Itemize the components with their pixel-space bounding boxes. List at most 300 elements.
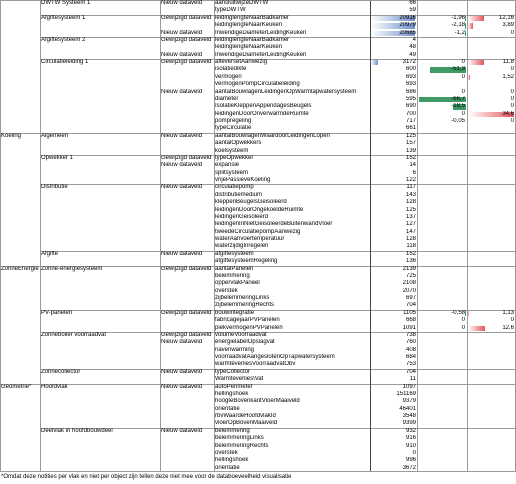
max-diff-cell[interactable] xyxy=(467,0,516,7)
change-type-cell[interactable] xyxy=(160,0,214,7)
field-name-cell[interactable] xyxy=(214,7,370,14)
group-cell[interactable] xyxy=(0,339,40,346)
group-cell[interactable] xyxy=(0,302,40,309)
max-diff-cell[interactable] xyxy=(467,89,516,96)
group-cell[interactable] xyxy=(0,450,40,457)
min-diff-cell[interactable] xyxy=(417,0,467,7)
change-type-cell[interactable] xyxy=(160,295,214,302)
group-cell[interactable] xyxy=(0,170,40,177)
component-cell[interactable] xyxy=(40,89,160,96)
max-diff-cell[interactable] xyxy=(467,118,516,125)
min-diff-cell[interactable] xyxy=(417,266,467,273)
component-cell[interactable] xyxy=(40,192,160,199)
count-cell[interactable] xyxy=(370,332,417,339)
field-name-cell[interactable] xyxy=(214,347,370,354)
min-diff-cell[interactable] xyxy=(417,30,467,37)
count-cell[interactable] xyxy=(370,118,417,125)
count-cell[interactable] xyxy=(370,192,417,199)
component-cell[interactable] xyxy=(40,251,160,258)
change-type-cell[interactable] xyxy=(160,192,214,199)
change-type-cell[interactable] xyxy=(160,155,214,162)
component-cell[interactable] xyxy=(40,184,160,191)
group-cell[interactable] xyxy=(0,420,40,427)
change-type-cell[interactable] xyxy=(160,280,214,287)
group-cell[interactable] xyxy=(0,103,40,110)
min-diff-cell[interactable] xyxy=(417,125,467,132)
component-cell[interactable] xyxy=(40,140,160,147)
count-cell[interactable] xyxy=(370,273,417,280)
field-name-cell[interactable] xyxy=(214,280,370,287)
component-cell[interactable] xyxy=(40,15,160,22)
max-diff-cell[interactable] xyxy=(467,325,516,332)
max-diff-cell[interactable] xyxy=(467,288,516,295)
min-diff-cell[interactable] xyxy=(417,7,467,14)
group-cell[interactable] xyxy=(0,332,40,339)
field-name-cell[interactable] xyxy=(214,44,370,51)
max-diff-cell[interactable] xyxy=(467,111,516,118)
change-type-cell[interactable] xyxy=(160,413,214,420)
field-name-cell[interactable] xyxy=(214,243,370,250)
field-name-cell[interactable] xyxy=(214,376,370,383)
count-cell[interactable] xyxy=(370,317,417,324)
change-type-cell[interactable] xyxy=(160,457,214,464)
component-cell[interactable] xyxy=(40,59,160,66)
field-name-cell[interactable] xyxy=(214,207,370,214)
min-diff-cell[interactable] xyxy=(417,140,467,147)
count-cell[interactable] xyxy=(370,339,417,346)
component-cell[interactable] xyxy=(40,325,160,332)
min-diff-cell[interactable] xyxy=(417,391,467,398)
min-diff-cell[interactable] xyxy=(417,52,467,59)
group-cell[interactable] xyxy=(0,162,40,169)
max-diff-cell[interactable] xyxy=(467,339,516,346)
component-cell[interactable] xyxy=(40,170,160,177)
min-diff-cell[interactable] xyxy=(417,155,467,162)
min-diff-cell[interactable] xyxy=(417,339,467,346)
field-name-cell[interactable] xyxy=(214,457,370,464)
count-cell[interactable] xyxy=(370,221,417,228)
max-diff-cell[interactable] xyxy=(467,81,516,88)
count-cell[interactable] xyxy=(370,325,417,332)
change-type-cell[interactable] xyxy=(160,125,214,132)
max-diff-cell[interactable] xyxy=(467,44,516,51)
component-cell[interactable] xyxy=(40,295,160,302)
min-diff-cell[interactable] xyxy=(417,406,467,413)
component-cell[interactable] xyxy=(40,339,160,346)
field-name-cell[interactable] xyxy=(214,118,370,125)
count-cell[interactable] xyxy=(370,44,417,51)
max-diff-cell[interactable] xyxy=(467,155,516,162)
count-cell[interactable] xyxy=(370,133,417,140)
count-cell[interactable] xyxy=(370,398,417,405)
field-name-cell[interactable] xyxy=(214,295,370,302)
group-cell[interactable] xyxy=(0,295,40,302)
group-cell[interactable] xyxy=(0,52,40,59)
count-cell[interactable] xyxy=(370,420,417,427)
min-diff-cell[interactable] xyxy=(417,103,467,110)
min-diff-cell[interactable] xyxy=(417,310,467,317)
component-cell[interactable] xyxy=(40,199,160,206)
field-name-cell[interactable] xyxy=(214,435,370,442)
max-diff-cell[interactable] xyxy=(467,302,516,309)
count-cell[interactable] xyxy=(370,148,417,155)
change-type-cell[interactable] xyxy=(160,170,214,177)
max-diff-cell[interactable] xyxy=(467,96,516,103)
count-cell[interactable] xyxy=(370,251,417,258)
min-diff-cell[interactable] xyxy=(417,177,467,184)
group-cell[interactable] xyxy=(0,443,40,450)
component-cell[interactable] xyxy=(40,413,160,420)
change-type-cell[interactable] xyxy=(160,199,214,206)
count-cell[interactable] xyxy=(370,162,417,169)
field-name-cell[interactable] xyxy=(214,148,370,155)
min-diff-cell[interactable] xyxy=(417,148,467,155)
change-type-cell[interactable] xyxy=(160,428,214,435)
group-cell[interactable] xyxy=(0,96,40,103)
max-diff-cell[interactable] xyxy=(467,391,516,398)
group-cell[interactable] xyxy=(0,140,40,147)
field-name-cell[interactable] xyxy=(214,325,370,332)
count-cell[interactable] xyxy=(370,74,417,81)
max-diff-cell[interactable] xyxy=(467,148,516,155)
field-name-cell[interactable] xyxy=(214,133,370,140)
count-cell[interactable] xyxy=(370,354,417,361)
max-diff-cell[interactable] xyxy=(467,347,516,354)
change-type-cell[interactable] xyxy=(160,369,214,376)
min-diff-cell[interactable] xyxy=(417,420,467,427)
component-cell[interactable] xyxy=(40,369,160,376)
count-cell[interactable] xyxy=(370,347,417,354)
max-diff-cell[interactable] xyxy=(467,7,516,14)
group-cell[interactable] xyxy=(0,59,40,66)
min-diff-cell[interactable] xyxy=(417,435,467,442)
count-cell[interactable] xyxy=(370,0,417,7)
component-cell[interactable] xyxy=(40,37,160,44)
change-type-cell[interactable] xyxy=(160,229,214,236)
min-diff-cell[interactable] xyxy=(417,361,467,368)
component-cell[interactable] xyxy=(40,118,160,125)
field-name-cell[interactable] xyxy=(214,66,370,73)
group-cell[interactable] xyxy=(0,243,40,250)
change-type-cell[interactable] xyxy=(160,111,214,118)
change-type-cell[interactable] xyxy=(160,243,214,250)
group-cell[interactable] xyxy=(0,435,40,442)
component-cell[interactable] xyxy=(40,273,160,280)
change-type-cell[interactable] xyxy=(160,177,214,184)
count-cell[interactable] xyxy=(370,229,417,236)
field-name-cell[interactable] xyxy=(214,52,370,59)
component-cell[interactable] xyxy=(40,44,160,51)
count-cell[interactable] xyxy=(370,413,417,420)
field-name-cell[interactable] xyxy=(214,177,370,184)
group-cell[interactable] xyxy=(0,199,40,206)
max-diff-cell[interactable] xyxy=(467,332,516,339)
max-diff-cell[interactable] xyxy=(467,30,516,37)
min-diff-cell[interactable] xyxy=(417,133,467,140)
component-cell[interactable] xyxy=(40,214,160,221)
count-cell[interactable] xyxy=(370,22,417,29)
max-diff-cell[interactable] xyxy=(467,450,516,457)
group-cell[interactable] xyxy=(0,347,40,354)
group-cell[interactable] xyxy=(0,229,40,236)
max-diff-cell[interactable] xyxy=(467,420,516,427)
max-diff-cell[interactable] xyxy=(467,103,516,110)
change-type-cell[interactable] xyxy=(160,162,214,169)
min-diff-cell[interactable] xyxy=(417,258,467,265)
component-cell[interactable] xyxy=(40,66,160,73)
min-diff-cell[interactable] xyxy=(417,354,467,361)
count-cell[interactable] xyxy=(370,376,417,383)
group-cell[interactable] xyxy=(0,391,40,398)
min-diff-cell[interactable] xyxy=(417,170,467,177)
count-cell[interactable] xyxy=(370,214,417,221)
field-name-cell[interactable] xyxy=(214,354,370,361)
count-cell[interactable] xyxy=(370,428,417,435)
field-name-cell[interactable] xyxy=(214,317,370,324)
count-cell[interactable] xyxy=(370,288,417,295)
change-type-cell[interactable] xyxy=(160,354,214,361)
group-cell[interactable] xyxy=(0,273,40,280)
count-cell[interactable] xyxy=(370,236,417,243)
group-cell[interactable] xyxy=(0,7,40,14)
component-cell[interactable] xyxy=(40,236,160,243)
count-cell[interactable] xyxy=(370,310,417,317)
component-cell[interactable] xyxy=(40,391,160,398)
group-cell[interactable] xyxy=(0,280,40,287)
min-diff-cell[interactable] xyxy=(417,273,467,280)
component-cell[interactable] xyxy=(40,398,160,405)
count-cell[interactable] xyxy=(370,243,417,250)
component-cell[interactable] xyxy=(40,22,160,29)
component-cell[interactable] xyxy=(40,229,160,236)
field-name-cell[interactable] xyxy=(214,221,370,228)
change-type-cell[interactable] xyxy=(160,221,214,228)
min-diff-cell[interactable] xyxy=(417,66,467,73)
field-name-cell[interactable] xyxy=(214,398,370,405)
change-type-cell[interactable] xyxy=(160,273,214,280)
max-diff-cell[interactable] xyxy=(467,192,516,199)
component-cell[interactable] xyxy=(40,266,160,273)
change-type-cell[interactable] xyxy=(160,52,214,59)
field-name-cell[interactable] xyxy=(214,192,370,199)
change-type-cell[interactable] xyxy=(160,391,214,398)
field-name-cell[interactable] xyxy=(214,251,370,258)
change-type-cell[interactable] xyxy=(160,310,214,317)
change-type-cell[interactable] xyxy=(160,376,214,383)
max-diff-cell[interactable] xyxy=(467,199,516,206)
min-diff-cell[interactable] xyxy=(417,44,467,51)
field-name-cell[interactable] xyxy=(214,406,370,413)
component-cell[interactable] xyxy=(40,0,160,7)
field-name-cell[interactable] xyxy=(214,450,370,457)
field-name-cell[interactable] xyxy=(214,310,370,317)
change-type-cell[interactable] xyxy=(160,89,214,96)
count-cell[interactable] xyxy=(370,96,417,103)
group-cell[interactable] xyxy=(0,125,40,132)
change-type-cell[interactable] xyxy=(160,288,214,295)
change-type-cell[interactable] xyxy=(160,384,214,391)
count-cell[interactable] xyxy=(370,155,417,162)
max-diff-cell[interactable] xyxy=(467,184,516,191)
component-cell[interactable] xyxy=(40,81,160,88)
max-diff-cell[interactable] xyxy=(467,140,516,147)
count-cell[interactable] xyxy=(370,361,417,368)
min-diff-cell[interactable] xyxy=(417,22,467,29)
change-type-cell[interactable] xyxy=(160,148,214,155)
field-name-cell[interactable] xyxy=(214,273,370,280)
field-name-cell[interactable] xyxy=(214,125,370,132)
group-cell[interactable] xyxy=(0,15,40,22)
min-diff-cell[interactable] xyxy=(417,184,467,191)
max-diff-cell[interactable] xyxy=(467,317,516,324)
change-type-cell[interactable] xyxy=(160,435,214,442)
group-cell[interactable] xyxy=(0,413,40,420)
group-cell[interactable] xyxy=(0,266,40,273)
change-type-cell[interactable] xyxy=(160,236,214,243)
group-cell[interactable] xyxy=(0,89,40,96)
min-diff-cell[interactable] xyxy=(417,347,467,354)
group-cell[interactable] xyxy=(0,214,40,221)
group-cell[interactable] xyxy=(0,111,40,118)
max-diff-cell[interactable] xyxy=(467,236,516,243)
count-cell[interactable] xyxy=(370,266,417,273)
max-diff-cell[interactable] xyxy=(467,177,516,184)
field-name-cell[interactable] xyxy=(214,428,370,435)
count-cell[interactable] xyxy=(370,406,417,413)
component-cell[interactable] xyxy=(40,347,160,354)
count-cell[interactable] xyxy=(370,7,417,14)
min-diff-cell[interactable] xyxy=(417,74,467,81)
count-cell[interactable] xyxy=(370,103,417,110)
min-diff-cell[interactable] xyxy=(417,192,467,199)
field-name-cell[interactable] xyxy=(214,443,370,450)
max-diff-cell[interactable] xyxy=(467,406,516,413)
min-diff-cell[interactable] xyxy=(417,81,467,88)
group-cell[interactable] xyxy=(0,133,40,140)
component-cell[interactable] xyxy=(40,30,160,37)
min-diff-cell[interactable] xyxy=(417,221,467,228)
field-name-cell[interactable] xyxy=(214,96,370,103)
change-type-cell[interactable] xyxy=(160,347,214,354)
component-cell[interactable] xyxy=(40,258,160,265)
change-type-cell[interactable] xyxy=(160,406,214,413)
change-type-cell[interactable] xyxy=(160,398,214,405)
min-diff-cell[interactable] xyxy=(417,332,467,339)
count-cell[interactable] xyxy=(370,66,417,73)
count-cell[interactable] xyxy=(370,384,417,391)
group-cell[interactable] xyxy=(0,155,40,162)
group-cell[interactable] xyxy=(0,81,40,88)
max-diff-cell[interactable] xyxy=(467,170,516,177)
change-type-cell[interactable] xyxy=(160,15,214,22)
max-diff-cell[interactable] xyxy=(467,266,516,273)
field-name-cell[interactable] xyxy=(214,59,370,66)
min-diff-cell[interactable] xyxy=(417,413,467,420)
max-diff-cell[interactable] xyxy=(467,413,516,420)
min-diff-cell[interactable] xyxy=(417,111,467,118)
change-type-cell[interactable] xyxy=(160,302,214,309)
field-name-cell[interactable] xyxy=(214,74,370,81)
min-diff-cell[interactable] xyxy=(417,251,467,258)
max-diff-cell[interactable] xyxy=(467,52,516,59)
component-cell[interactable] xyxy=(40,406,160,413)
field-name-cell[interactable] xyxy=(214,81,370,88)
group-cell[interactable] xyxy=(0,369,40,376)
max-diff-cell[interactable] xyxy=(467,214,516,221)
group-cell[interactable] xyxy=(0,66,40,73)
component-cell[interactable] xyxy=(40,148,160,155)
max-diff-cell[interactable] xyxy=(467,428,516,435)
field-name-cell[interactable] xyxy=(214,103,370,110)
group-cell[interactable] xyxy=(0,207,40,214)
min-diff-cell[interactable] xyxy=(417,369,467,376)
min-diff-cell[interactable] xyxy=(417,162,467,169)
change-type-cell[interactable] xyxy=(160,339,214,346)
count-cell[interactable] xyxy=(370,184,417,191)
component-cell[interactable] xyxy=(40,361,160,368)
component-cell[interactable] xyxy=(40,384,160,391)
max-diff-cell[interactable] xyxy=(467,280,516,287)
min-diff-cell[interactable] xyxy=(417,236,467,243)
component-cell[interactable] xyxy=(40,420,160,427)
component-cell[interactable] xyxy=(40,207,160,214)
field-name-cell[interactable] xyxy=(214,339,370,346)
min-diff-cell[interactable] xyxy=(417,325,467,332)
field-name-cell[interactable] xyxy=(214,22,370,29)
count-cell[interactable] xyxy=(370,258,417,265)
component-cell[interactable] xyxy=(40,243,160,250)
component-cell[interactable] xyxy=(40,457,160,464)
change-type-cell[interactable] xyxy=(160,420,214,427)
change-type-cell[interactable] xyxy=(160,96,214,103)
field-name-cell[interactable] xyxy=(214,384,370,391)
change-type-cell[interactable] xyxy=(160,37,214,44)
change-type-cell[interactable] xyxy=(160,332,214,339)
max-diff-cell[interactable] xyxy=(467,133,516,140)
min-diff-cell[interactable] xyxy=(417,398,467,405)
component-cell[interactable] xyxy=(40,133,160,140)
group-cell[interactable] xyxy=(0,184,40,191)
group-cell[interactable] xyxy=(0,44,40,51)
component-cell[interactable] xyxy=(40,376,160,383)
max-diff-cell[interactable] xyxy=(467,273,516,280)
max-diff-cell[interactable] xyxy=(467,15,516,22)
change-type-cell[interactable] xyxy=(160,66,214,73)
group-cell[interactable] xyxy=(0,251,40,258)
field-name-cell[interactable] xyxy=(214,15,370,22)
change-type-cell[interactable] xyxy=(160,22,214,29)
count-cell[interactable] xyxy=(370,111,417,118)
component-cell[interactable] xyxy=(40,125,160,132)
field-name-cell[interactable] xyxy=(214,214,370,221)
change-type-cell[interactable] xyxy=(160,44,214,51)
max-diff-cell[interactable] xyxy=(467,354,516,361)
change-type-cell[interactable] xyxy=(160,118,214,125)
min-diff-cell[interactable] xyxy=(417,207,467,214)
max-diff-cell[interactable] xyxy=(467,59,516,66)
field-name-cell[interactable] xyxy=(214,89,370,96)
component-cell[interactable] xyxy=(40,317,160,324)
component-cell[interactable] xyxy=(40,7,160,14)
change-type-cell[interactable] xyxy=(160,266,214,273)
max-diff-cell[interactable] xyxy=(467,258,516,265)
change-type-cell[interactable] xyxy=(160,184,214,191)
min-diff-cell[interactable] xyxy=(417,280,467,287)
field-name-cell[interactable] xyxy=(214,30,370,37)
change-type-cell[interactable] xyxy=(160,258,214,265)
group-cell[interactable] xyxy=(0,30,40,37)
field-name-cell[interactable] xyxy=(214,199,370,206)
